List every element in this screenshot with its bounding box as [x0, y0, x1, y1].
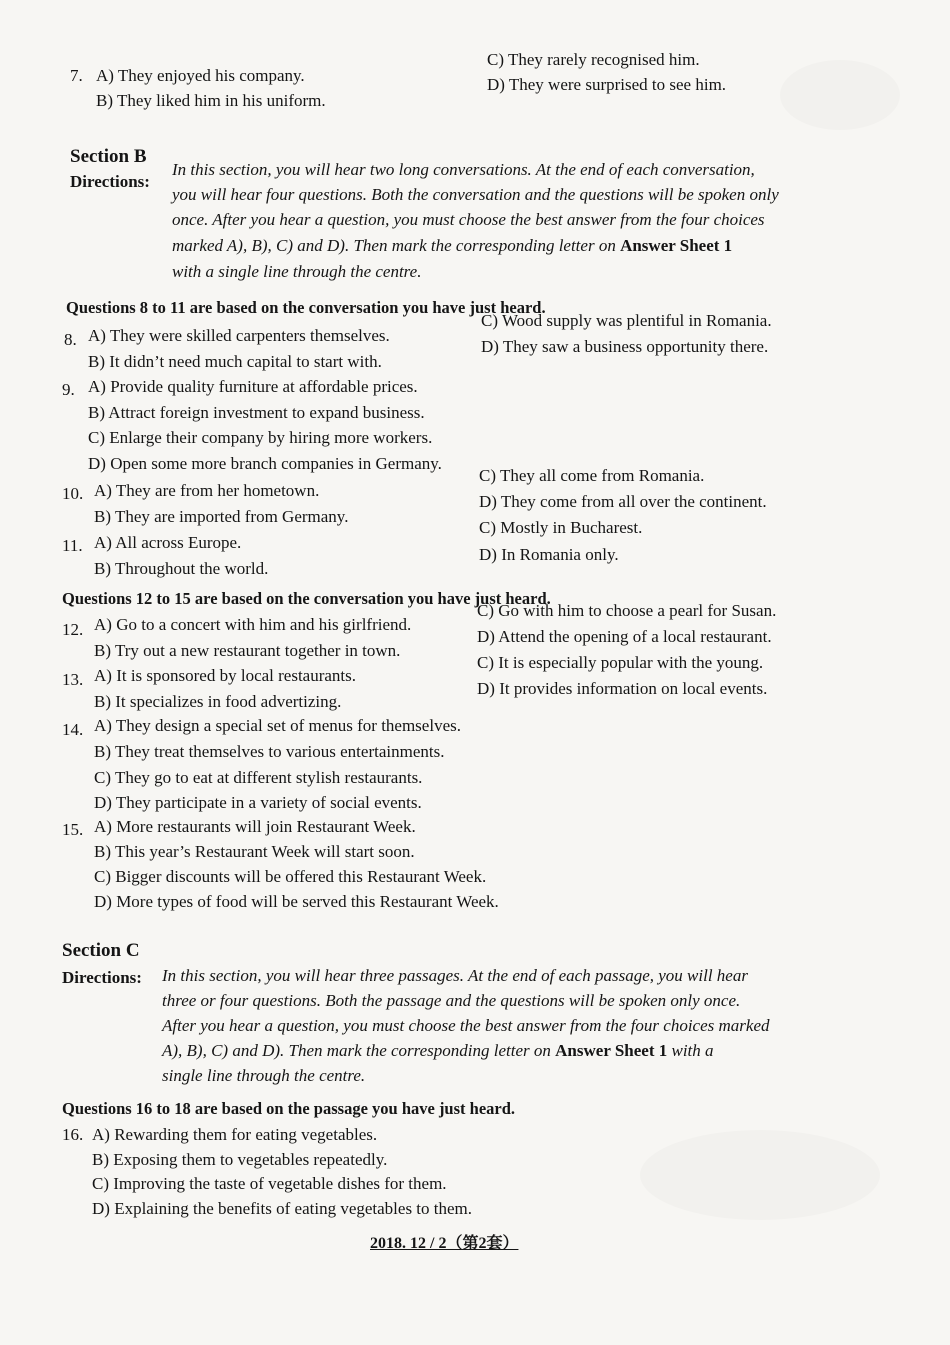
q11-option-d: D) In Romania only.	[479, 545, 619, 564]
q15-option-b: B) This year’s Restaurant Week will start soon.	[94, 842, 415, 861]
q9-option-d: D) Open some more branch companies in Germany.	[88, 454, 442, 473]
q14-option-d: D) They participate in a variety of social events.	[94, 793, 422, 812]
section-b-directions-label: Directions:	[70, 172, 150, 191]
section-c-directions-line	[162, 1041, 714, 1061]
q15-option-d: D) More types of food will be served this Restaurant Week.	[94, 892, 499, 911]
section-b-directions-text: marked A), B), C) and D). Then mark the corresponding letter on	[172, 236, 621, 255]
q10-option-b: B) They are imported from Germany.	[94, 507, 349, 526]
q10-option-a: A) They are from her hometown.	[94, 481, 320, 500]
section-b-directions-line: In this section, you will hear two long conversations. At the end of each conversation,	[172, 160, 755, 179]
q10-option-d: D) They come from all over the continent.	[479, 492, 767, 511]
section-b-directions-line: with a single line through the centre.	[172, 262, 422, 281]
q13-number: 13.	[62, 670, 84, 689]
section-c-directions-line: three or four questions. Both the passage and the questions will be spoken only once.	[162, 991, 741, 1010]
section-b-directions-line: once. After you hear a question, you must choose the best answer from the four choices	[172, 210, 765, 229]
q12-option-c: C) Go with him to choose a pearl for Susan.	[477, 601, 777, 620]
q15-option-c: C) Bigger discounts will be offered this Restaurant Week.	[94, 867, 487, 886]
section-b-directions-line: you will hear four questions. Both the conversation and the questions will be spoken only	[172, 185, 779, 204]
q10-number: 10.	[62, 484, 84, 503]
section-c-answer-sheet: Answer Sheet 1	[555, 1041, 668, 1060]
q11-number: 11.	[62, 536, 83, 555]
q13-option-a: A) It is sponsored by local restaurants.	[94, 666, 357, 685]
section-b-answer-sheet: Answer Sheet 1	[620, 236, 733, 255]
q16-number: 16.	[62, 1125, 84, 1144]
q15-number: 15.	[62, 820, 84, 839]
q16-option-a: A) Rewarding them for eating vegetables.	[92, 1125, 378, 1144]
section-c-directions-text: with a	[667, 1041, 714, 1060]
paper-stain	[780, 60, 900, 130]
q14-number: 14.	[62, 720, 84, 739]
q12-option-d: D) Attend the opening of a local restaurant.	[477, 627, 772, 646]
section-b-title: Section B	[70, 146, 147, 167]
q14-option-b: B) They treat themselves to various entertainments.	[94, 742, 445, 761]
q11-option-a: A) All across Europe.	[94, 533, 242, 552]
q7-option-c: C) They rarely recognised him.	[487, 50, 700, 69]
q8-option-a: A) They were skilled carpenters themselves.	[88, 326, 390, 345]
q9-number: 9.	[62, 380, 75, 399]
q13-option-c: C) It is especially popular with the young.	[477, 653, 764, 672]
questions-16-18-header: Questions 16 to 18 are based on the passage you have just heard.	[62, 1099, 516, 1118]
section-c-directions-line: After you hear a question, you must choose the best answer from the four choices marked	[162, 1016, 770, 1035]
q8-option-d: D) They saw a business opportunity there.	[481, 337, 769, 356]
q9-option-c: C) Enlarge their company by hiring more workers.	[88, 428, 433, 447]
q16-option-b: B) Exposing them to vegetables repeatedly.	[92, 1150, 388, 1169]
questions-12-15-header: Questions 12 to 15 are based on the conversation you have just heard.	[62, 589, 551, 608]
q14-option-c: C) They go to eat at different stylish restaurants.	[94, 768, 423, 787]
section-c-directions-text: A), B), C) and D). Then mark the corresponding letter on	[162, 1041, 556, 1060]
page-footer: 2018. 12 / 2（第2套）	[370, 1235, 519, 1252]
q14-option-a: A) They design a special set of menus for themselves.	[94, 716, 461, 735]
q8-number: 8.	[64, 330, 77, 349]
q13-option-d: D) It provides information on local events.	[477, 679, 768, 698]
q7-option-d: D) They were surprised to see him.	[487, 75, 727, 94]
q7-option-b: B) They liked him in his uniform.	[96, 91, 326, 110]
q9-option-a: A) Provide quality furniture at affordable prices.	[88, 377, 418, 396]
q12-number: 12.	[62, 620, 84, 639]
section-c-directions-line: In this section, you will hear three passages. At the end of each passage, you will hear	[162, 966, 748, 985]
paper-stain	[640, 1130, 880, 1220]
q8-option-c: C) Wood supply was plentiful in Romania.	[481, 311, 772, 330]
q13-option-b: B) It specializes in food advertizing.	[94, 692, 342, 711]
section-b-directions-line	[172, 236, 732, 256]
section-c-title: Section C	[62, 940, 140, 961]
q16-option-c: C) Improving the taste of vegetable dishes for them.	[92, 1174, 447, 1193]
q7-number: 7.	[70, 66, 83, 85]
questions-8-11-header: Questions 8 to 11 are based on the conversation you have just heard.	[66, 298, 546, 317]
q8-option-b: B) It didn’t need much capital to start with.	[88, 352, 382, 371]
q9-option-b: B) Attract foreign investment to expand business.	[88, 403, 425, 422]
section-c-directions-label: Directions:	[62, 968, 142, 987]
q12-option-a: A) Go to a concert with him and his girlfriend.	[94, 615, 412, 634]
section-c-directions-line: single line through the centre.	[162, 1066, 366, 1085]
q10-option-c: C) They all come from Romania.	[479, 466, 705, 485]
q11-option-b: B) Throughout the world.	[94, 559, 269, 578]
q7-option-a: A) They enjoyed his company.	[96, 66, 305, 85]
q11-option-c: C) Mostly in Bucharest.	[479, 518, 643, 537]
q15-option-a: A) More restaurants will join Restaurant Week.	[94, 817, 416, 836]
q12-option-b: B) Try out a new restaurant together in town.	[94, 641, 401, 660]
q16-option-d: D) Explaining the benefits of eating vegetables to them.	[92, 1199, 473, 1218]
